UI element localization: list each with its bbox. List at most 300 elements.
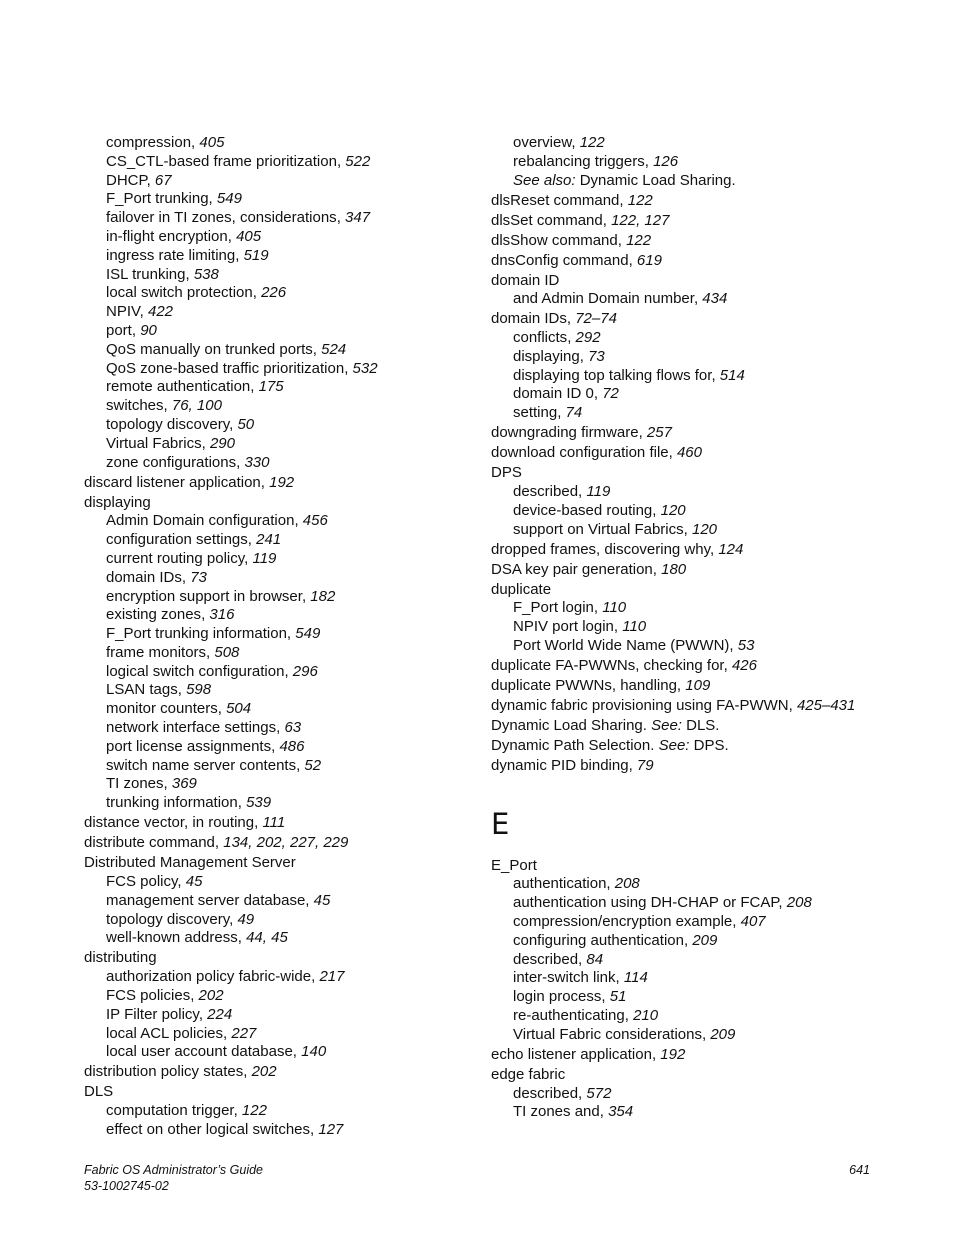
entry-page-refs: 182: [310, 587, 336, 605]
entry-term: local user account database: [106, 1043, 293, 1061]
entry-term: Dynamic Path Selection.: [491, 736, 655, 754]
entry-term: overview: [513, 134, 572, 151]
index-sub-entry: port, 90: [106, 321, 157, 339]
entry-page-refs: 110: [622, 618, 647, 636]
entry-page-refs: 52: [304, 756, 322, 774]
index-sub-entry: login process, 51: [513, 988, 627, 1006]
entry-term: FCS policies: [106, 986, 191, 1004]
entry-page-refs: 140: [301, 1043, 327, 1061]
index-sub-entry: QoS zone-based traffic prioritization, 532: [106, 359, 378, 377]
entry-term: domain IDs: [491, 310, 567, 328]
entry-term: LSAN tags: [106, 681, 178, 699]
index-main-entry: [491, 717, 871, 736]
entry-term: local ACL policies: [106, 1024, 224, 1042]
entry-term: configuration settings: [106, 531, 248, 549]
entry-page-refs: 72: [602, 385, 619, 403]
index-sub-entry: TI zones, 369: [106, 775, 197, 793]
entry-page-refs: 426: [731, 656, 757, 674]
entry-term: computation trigger: [106, 1102, 234, 1120]
index-column-left: [84, 134, 474, 1140]
index-sub-entry: topology discovery, 49: [106, 910, 255, 928]
footer-left: [84, 1162, 263, 1194]
entry-term: current routing policy: [106, 549, 245, 567]
index-sub-entry: current routing policy, 119: [106, 549, 277, 567]
entry-page-refs: 290: [209, 434, 235, 452]
entry-term: Admin Domain configuration: [106, 512, 295, 530]
index-main-entry: domain IDs, 72–74: [491, 310, 617, 328]
entry-page-refs: 110: [602, 599, 627, 617]
entry-term: CS_CTL-based frame prioritization: [106, 152, 337, 170]
entry-term: duplicate: [491, 580, 552, 598]
see-reference-target: DPS.: [693, 736, 729, 754]
index-sub-entry: support on Virtual Fabrics, 120: [513, 520, 718, 538]
entry-page-refs: 192: [660, 1045, 686, 1063]
entry-term: discard listener application: [84, 473, 261, 491]
entry-term: distribute command: [84, 834, 215, 852]
entry-term: setting: [513, 404, 558, 422]
entry-page-refs: 347: [345, 209, 371, 227]
index-sub-entry: displaying top talking flows for, 514: [513, 366, 745, 384]
entry-term: dlsShow command: [491, 231, 618, 249]
index-sub-entry: Virtual Fabric considerations, 209: [513, 1025, 736, 1043]
entry-term: Port World Wide Name (PWWN): [513, 636, 730, 654]
index-main-entry: dlsReset command, 122: [491, 191, 653, 209]
see-reference-label: See:: [658, 736, 690, 754]
entry-page-refs: 74: [565, 404, 583, 422]
entry-term: topology discovery: [106, 910, 230, 928]
entry-page-refs: 122: [579, 134, 605, 151]
index-sub-entry: topology discovery, 50: [106, 415, 255, 433]
entry-page-refs: 73: [588, 347, 605, 365]
index-main-entry: distribute command, 134, 202, 227, 229: [84, 834, 349, 852]
entry-page-refs: 226: [261, 284, 287, 302]
entry-page-refs: 369: [171, 775, 197, 793]
see-reference-target: Dynamic Load Sharing.: [579, 171, 736, 189]
entry-page-refs: 202: [198, 986, 224, 1004]
entry-term: inter-switch link: [513, 969, 616, 987]
entry-page-refs: 120: [660, 501, 686, 519]
index-sub-entry: local ACL policies, 227: [106, 1024, 257, 1042]
entry-term: domain IDs: [106, 568, 182, 586]
entry-page-refs: 50: [237, 415, 255, 433]
entry-page-refs: 257: [646, 424, 672, 442]
index-main-entry: [491, 737, 871, 756]
entry-page-refs: 67: [154, 171, 172, 189]
index-sub-entry: device-based routing, 120: [513, 501, 686, 519]
index-main-entry: DSA key pair generation, 180: [491, 560, 687, 578]
index-sub-entry: network interface settings, 63: [106, 719, 302, 737]
entry-term: existing zones: [106, 606, 202, 624]
entry-page-refs: 122: [627, 191, 653, 209]
index-sub-entry: CS_CTL-based frame prioritization, 522: [106, 152, 371, 170]
entry-page-refs: 122, 127: [611, 211, 670, 229]
entry-term: dlsReset command: [491, 191, 620, 209]
entry-page-refs: 504: [226, 700, 252, 718]
entry-term: conflicts: [513, 329, 568, 347]
index-sub-entry: described, 119: [513, 483, 611, 501]
entry-term: switches: [106, 397, 164, 415]
index-sub-entry: LSAN tags, 598: [106, 681, 212, 699]
footer-page-number: 641: [849, 1163, 870, 1177]
entry-page-refs: 572: [586, 1084, 612, 1102]
entry-page-refs: 208: [786, 894, 812, 912]
index-main-entry: dlsSet command, 122, 127: [491, 211, 670, 229]
entry-term: in-flight encryption: [106, 227, 228, 245]
entry-page-refs: 79: [636, 756, 654, 774]
entry-term: failover in TI zones, considerations: [106, 209, 337, 227]
footer-doc-number: 53-1002745-02: [84, 1179, 169, 1193]
entry-page-refs: 514: [719, 366, 745, 384]
entry-term: configuring authentication: [513, 931, 684, 949]
index-sub-entry: failover in TI zones, considerations, 347: [106, 209, 371, 227]
entry-page-refs: 217: [319, 968, 345, 986]
index-main-entry: [491, 857, 871, 876]
index-section-e: [491, 857, 871, 1123]
entry-page-refs: 422: [147, 303, 174, 321]
entry-page-refs: 456: [302, 512, 328, 530]
entry-term: encryption support in browser: [106, 587, 302, 605]
index-sub-entry: conflicts, 292: [513, 329, 601, 347]
entry-page-refs: 519: [243, 246, 269, 264]
entry-term: authentication using DH-CHAP or FCAP: [513, 894, 779, 912]
entry-page-refs: 227: [231, 1024, 257, 1042]
entry-term: port: [106, 321, 132, 339]
index-sub-entry: described, 572: [513, 1084, 612, 1102]
index-sub-entry: and Admin Domain number, 434: [513, 290, 728, 308]
entry-page-refs: 208: [614, 875, 640, 893]
entry-term: ISL trunking: [106, 265, 186, 283]
entry-term: duplicate PWWNs, handling: [491, 676, 677, 694]
entry-page-refs: 619: [636, 251, 662, 269]
entry-term: DSA key pair generation: [491, 560, 653, 578]
entry-page-refs: 119: [252, 549, 277, 567]
entry-page-refs: 538: [193, 265, 219, 283]
entry-term: displaying: [84, 493, 151, 511]
index-sub-entry: computation trigger, 122: [106, 1102, 267, 1120]
entry-page-refs: 486: [279, 737, 305, 755]
entry-term: described: [513, 1084, 579, 1102]
entry-term: monitor counters: [106, 700, 218, 718]
entry-term: compression/encryption example: [513, 913, 733, 931]
entry-term: F_Port login: [513, 599, 594, 617]
entry-page-refs: 405: [199, 134, 225, 151]
entry-page-refs: 63: [284, 719, 302, 737]
entry-term: authorization policy fabric-wide: [106, 968, 312, 986]
entry-term: device-based routing: [513, 501, 653, 519]
entry-page-refs: 119: [586, 483, 611, 501]
entry-term: QoS manually on trunked ports: [106, 340, 313, 358]
entry-term: and Admin Domain number: [513, 290, 694, 308]
index-sub-entry: overview, 122: [513, 134, 605, 151]
entry-term: described: [513, 483, 579, 501]
index-sub-entry: FCS policies, 202: [106, 986, 224, 1004]
entry-page-refs: 44, 45: [246, 929, 288, 947]
index-sub-entry: DHCP, 67: [106, 171, 172, 189]
index-sub-entry: authentication, 208: [513, 875, 640, 893]
entry-term: domain ID 0: [513, 385, 594, 403]
entry-page-refs: 76, 100: [171, 397, 222, 415]
index-sub-entry: F_Port trunking, 549: [106, 190, 242, 208]
entry-page-refs: 532: [352, 359, 378, 377]
index-main-entry: discard listener application, 192: [84, 473, 295, 491]
see-reference-label: See also:: [513, 171, 576, 189]
entry-term: re-authenticating: [513, 1007, 625, 1025]
index-main-entry: [84, 854, 474, 873]
entry-page-refs: 316: [209, 606, 235, 624]
index-sub-entry: compression, 405: [106, 134, 225, 151]
entry-page-refs: 524: [321, 340, 347, 358]
entry-page-refs: 508: [214, 643, 240, 661]
entry-page-refs: 122: [241, 1102, 267, 1120]
entry-term: dlsSet command: [491, 211, 603, 229]
entry-term: NPIV: [106, 303, 140, 321]
entry-term: zone configurations: [106, 453, 237, 471]
entry-term: F_Port trunking information: [106, 625, 287, 643]
index-sub-entry: trunking information, 539: [106, 794, 272, 812]
index-sub-entry: re-authenticating, 210: [513, 1007, 659, 1025]
index-sub-entry: ISL trunking, 538: [106, 265, 219, 283]
index-sub-entry: QoS manually on trunked ports, 524: [106, 340, 347, 358]
index-main-entry: duplicate FA-PWWNs, checking for, 426: [491, 656, 757, 674]
entry-term: compression: [106, 134, 192, 151]
index-sub-entry: IP Filter policy, 224: [106, 1005, 233, 1023]
index-sub-entry: [491, 172, 871, 191]
index-main-entry: distance vector, in routing, 111: [84, 814, 286, 832]
index-sub-entry: configuring authentication, 209: [513, 931, 718, 949]
entry-term: trunking information: [106, 794, 238, 812]
index-sub-entry: effect on other logical switches, 127: [106, 1120, 344, 1138]
index-main-entry: [491, 581, 871, 600]
entry-term: dynamic fabric provisioning using FA-PWWN: [491, 696, 789, 714]
index-sub-entry: described, 84: [513, 950, 604, 968]
index-sub-entry: in-flight encryption, 405: [106, 227, 262, 245]
entry-term: Distributed Management Server: [84, 854, 296, 872]
index-sub-entry: inter-switch link, 114: [513, 969, 648, 987]
index-column-right: [491, 134, 871, 1122]
entry-term: dropped frames, discovering why: [491, 540, 710, 558]
index-main-entry: downgrading firmware, 257: [491, 424, 672, 442]
entry-page-refs: 209: [710, 1025, 736, 1043]
entry-page-refs: 134, 202, 227, 229: [223, 834, 349, 852]
index-main-entry: echo listener application, 192: [491, 1045, 686, 1063]
entry-page-refs: 180: [661, 560, 687, 578]
entry-page-refs: 49: [237, 910, 255, 928]
entry-term: distributing: [84, 949, 157, 967]
entry-term: DHCP: [106, 171, 147, 189]
entry-page-refs: 210: [633, 1007, 659, 1025]
entry-page-refs: 127: [318, 1120, 344, 1138]
index-sub-entry: switches, 76, 100: [106, 397, 222, 415]
entry-term: rebalancing triggers: [513, 152, 645, 170]
index-sub-entry: Port World Wide Name (PWWN), 53: [513, 636, 755, 654]
entry-page-refs: 460: [676, 444, 702, 462]
index-sub-entry: frame monitors, 508: [106, 643, 240, 661]
entry-page-refs: 72–74: [575, 310, 617, 328]
entry-term: switch name server contents: [106, 756, 297, 774]
entry-page-refs: 224: [207, 1005, 233, 1023]
index-main-entry: duplicate PWWNs, handling, 109: [491, 676, 711, 694]
entry-term: echo listener application: [491, 1045, 652, 1063]
index-sub-entry: local switch protection, 226: [106, 284, 287, 302]
entry-page-refs: 122: [626, 231, 652, 249]
index-main-entry: dlsShow command, 122: [491, 231, 652, 249]
index-sub-entry: NPIV port login, 110: [513, 618, 647, 636]
entry-page-refs: 192: [269, 473, 295, 491]
index-sub-entry: authentication using DH-CHAP or FCAP, 208: [513, 894, 812, 912]
entry-page-refs: 292: [575, 329, 601, 347]
index-sub-entry: compression/encryption example, 407: [513, 913, 766, 931]
index-sub-entry: F_Port trunking information, 549: [106, 625, 321, 643]
index-sub-entry: local user account database, 140: [106, 1043, 327, 1061]
entry-term: FCS policy: [106, 873, 178, 891]
index-sub-entry: monitor counters, 504: [106, 700, 252, 718]
entry-page-refs: 598: [186, 681, 212, 699]
entry-term: displaying top talking flows for: [513, 366, 712, 384]
entry-term: domain ID: [491, 271, 560, 289]
index-main-entry: dynamic fabric provisioning using FA-PWWN, 425–431: [491, 696, 856, 714]
entry-term: TI zones: [106, 775, 164, 793]
entry-term: DPS: [491, 464, 522, 482]
entry-term: effect on other logical switches: [106, 1120, 311, 1138]
entry-term: dynamic PID binding: [491, 756, 629, 774]
entry-page-refs: 124: [718, 540, 744, 558]
entry-page-refs: 539: [246, 794, 272, 812]
entry-term: network interface settings: [106, 719, 277, 737]
index-sub-entry: domain IDs, 73: [106, 568, 207, 586]
entry-term: edge fabric: [491, 1065, 566, 1083]
index-sub-entry: remote authentication, 175: [106, 378, 284, 396]
index-sub-entry: domain ID 0, 72: [513, 385, 619, 403]
entry-term: displaying: [513, 347, 580, 365]
entry-page-refs: 354: [608, 1103, 634, 1121]
index-sub-entry: F_Port login, 110: [513, 599, 627, 617]
see-reference-target: DLS.: [686, 716, 720, 734]
entry-term: download configuration file: [491, 444, 669, 462]
entry-page-refs: 202: [251, 1063, 277, 1081]
entry-term: well-known address: [106, 929, 238, 947]
index-main-entry: [84, 1083, 474, 1102]
entry-term: distance vector, in routing: [84, 814, 255, 832]
entry-page-refs: 51: [609, 988, 627, 1006]
entry-term: F_Port trunking: [106, 190, 209, 208]
entry-term: TI zones and: [513, 1103, 600, 1121]
entry-term: QoS zone-based traffic prioritization: [106, 359, 345, 377]
entry-page-refs: 45: [313, 891, 331, 909]
index-sub-entry: authorization policy fabric-wide, 217: [106, 968, 345, 986]
index-sub-entry: existing zones, 316: [106, 606, 235, 624]
entry-term: Virtual Fabric considerations: [513, 1025, 702, 1043]
entry-term: frame monitors: [106, 643, 207, 661]
entry-page-refs: 522: [345, 152, 371, 170]
index-sub-entry: FCS policy, 45: [106, 873, 203, 891]
index-main-entry: dropped frames, discovering why, 124: [491, 540, 744, 558]
index-sub-entry: management server database, 45: [106, 891, 331, 909]
entry-term: Virtual Fabrics: [106, 434, 202, 452]
entry-page-refs: 120: [691, 520, 718, 538]
entry-term: NPIV port login: [513, 618, 614, 636]
entry-page-refs: 45: [185, 873, 203, 891]
index-sub-entry: ingress rate limiting, 519: [106, 246, 269, 264]
entry-page-refs: 407: [740, 913, 766, 931]
index-main-entry: [84, 494, 474, 513]
index-sub-entry: TI zones and, 354: [513, 1103, 634, 1121]
index-sub-entry: well-known address, 44, 45: [106, 929, 288, 947]
index-sub-entry: zone configurations, 330: [106, 453, 270, 471]
section-letter-heading: E: [491, 806, 510, 841]
entry-term: duplicate FA-PWWNs, checking for: [491, 656, 724, 674]
index-sub-entry: NPIV, 422: [106, 303, 174, 321]
entry-term: distribution policy states: [84, 1063, 244, 1081]
entry-page-refs: 114: [623, 969, 648, 987]
index-main-entry: [84, 949, 474, 968]
entry-page-refs: 73: [190, 568, 207, 586]
see-reference-label: See:: [651, 716, 682, 734]
entry-term: dnsConfig command: [491, 251, 629, 269]
entry-term: port license assignments: [106, 737, 272, 755]
index-sub-entry: port license assignments, 486: [106, 737, 305, 755]
index-main-entry: [491, 464, 871, 483]
entry-term: local switch protection: [106, 284, 253, 302]
index-section-d-continued: [491, 134, 871, 776]
entry-term: described: [513, 950, 579, 968]
entry-page-refs: 209: [692, 931, 718, 949]
entry-term: Dynamic Load Sharing.: [491, 716, 647, 734]
entry-term: remote authentication: [106, 378, 251, 396]
entry-page-refs: 241: [256, 531, 282, 549]
entry-page-refs: 549: [216, 190, 242, 208]
index-sub-entry: encryption support in browser, 182: [106, 587, 336, 605]
entry-term: authentication: [513, 875, 607, 893]
entry-page-refs: 53: [737, 636, 755, 654]
entry-page-refs: 549: [295, 625, 321, 643]
index-sub-entry: rebalancing triggers, 126: [513, 152, 679, 170]
index-sub-entry: displaying, 73: [513, 347, 605, 365]
index-main-entry: [491, 1066, 871, 1085]
entry-term: E_Port: [491, 856, 537, 874]
index-main-entry: dynamic PID binding, 79: [491, 756, 654, 774]
index-main-entry: dnsConfig command, 619: [491, 251, 662, 269]
entry-term: topology discovery: [106, 415, 230, 433]
index-sub-entry: configuration settings, 241: [106, 531, 282, 549]
footer-doc-title: Fabric OS Administrator’s Guide: [84, 1163, 263, 1177]
entry-page-refs: 109: [685, 676, 711, 694]
entry-page-refs: 84: [586, 950, 604, 968]
index-main-entry: download configuration file, 460: [491, 444, 702, 462]
index-main-entry: [491, 272, 871, 291]
entry-term: IP Filter policy: [106, 1005, 199, 1023]
entry-term: ingress rate limiting: [106, 246, 236, 264]
entry-page-refs: 296: [292, 662, 318, 680]
index-main-entry: distribution policy states, 202: [84, 1063, 277, 1081]
entry-term: management server database: [106, 891, 306, 909]
entry-page-refs: 175: [258, 378, 284, 396]
entry-term: support on Virtual Fabrics: [513, 520, 684, 538]
entry-page-refs: 126: [653, 152, 679, 170]
entry-page-refs: 405: [236, 227, 262, 245]
entry-page-refs: 90: [140, 321, 157, 339]
entry-page-refs: 425–431: [796, 696, 856, 714]
entry-term: logical switch configuration: [106, 662, 285, 680]
entry-term: downgrading firmware: [491, 424, 639, 442]
index-sub-entry: logical switch configuration, 296: [106, 662, 318, 680]
entry-term: login process: [513, 988, 602, 1006]
index-sub-entry: Virtual Fabrics, 290: [106, 434, 235, 452]
entry-page-refs: 111: [262, 814, 286, 832]
index-sub-entry: switch name server contents, 52: [106, 756, 322, 774]
entry-page-refs: 330: [244, 453, 270, 471]
entry-term: DLS: [84, 1083, 114, 1101]
entry-page-refs: 434: [702, 290, 728, 308]
